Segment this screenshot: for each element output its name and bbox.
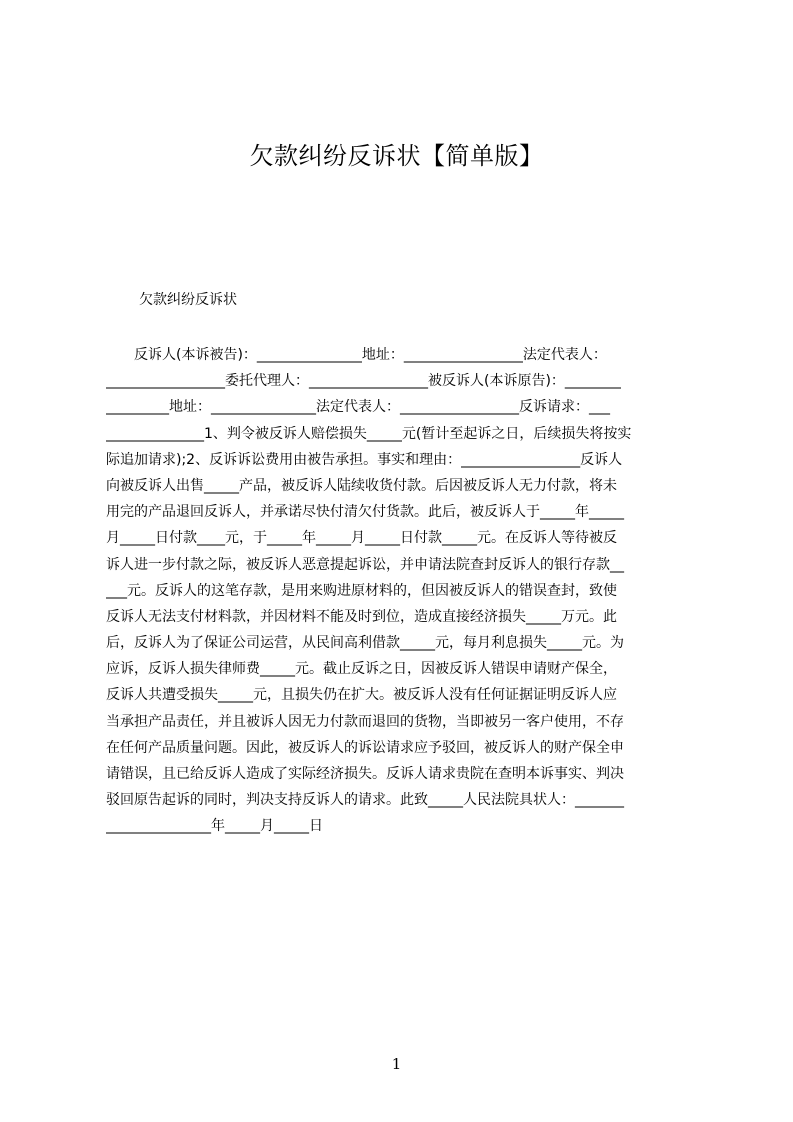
body-line: 际追加请求);2、反诉诉讼费用由被告承担。事实和理由：_________________反诉人 (106, 451, 623, 468)
body-line: 反诉人(本诉被告)：_______________地址：_________________法定代表人： (106, 347, 607, 363)
body-line: 诉人进一步付款之际，被反诉人恶意提起诉讼，并申请法院查封反诉人的银行存款__ (106, 556, 624, 573)
body-line: 应诉，反诉人损失律师费_____元。截止反诉之日，因被反诉人错误申请财产保全， (106, 661, 617, 678)
body-line: _______________年_____月_____日 (106, 818, 323, 835)
body-line: ______________1、判令被反诉人赔偿损失_____元(暂计至起诉之日，后续损失将按实 (106, 425, 632, 442)
body-line: 后，反诉人为了保证公司运营，从民间高利借款_____元，每月利息损失_____元。为 (106, 635, 624, 652)
body-line: 反诉人无法支付材料款，并因材料不能及时到位，造成直接经济损失_____万元。此 (106, 608, 617, 625)
body-line: 向被反诉人出售_____产品，被反诉人陆续收货付款。后因被反诉人无力付款，将未 (106, 477, 617, 494)
body-line: 在任何产品质量问题。因此，被反诉人的诉讼请求应予驳回，被反诉人的财产保全申 (106, 739, 624, 756)
body-line: 月_____日付款____元，于_____年_____月_____日付款_____元。在反诉人等待被反 (106, 530, 617, 547)
document-subtitle: 欠款纠纷反诉状 (139, 292, 237, 308)
body-line: _________地址：_______________法定代表人：_________________反诉请求：___ (106, 399, 610, 416)
page-number: 1 (391, 1055, 402, 1073)
body-line: 反诉人共遭受损失_____元，且损失仍在扩大。被反诉人没有任何证据证明反诉人应 (106, 687, 617, 704)
document-title: 欠款纠纷反诉状【简单版】 (249, 142, 544, 170)
body-line: _________________委托代理人：_________________被反诉人(本诉原告)：________ (106, 373, 621, 390)
body-line: ___元。反诉人的这笔存款，是用来购进原材料的，但因被反诉人的错误查封，致使 (106, 582, 617, 599)
body-line: 当承担产品责任，并且被诉人因无力付款而退回的货物，当即被另一客户使用，不存 (106, 713, 624, 730)
document-body (106, 342, 697, 852)
body-line: 用完的产品退回反诉人，并承诺尽快付清欠付货款。此后，被反诉人于_____年_____ (106, 504, 624, 521)
body-line: 请错误，且已给反诉人造成了实际经济损失。反诉人请求贵院在查明本诉事实、判决 (106, 766, 624, 782)
body-line: 驳回原告起诉的同时，判决支持反诉人的请求。此致_____人民法院具状人：_______ (106, 792, 624, 809)
